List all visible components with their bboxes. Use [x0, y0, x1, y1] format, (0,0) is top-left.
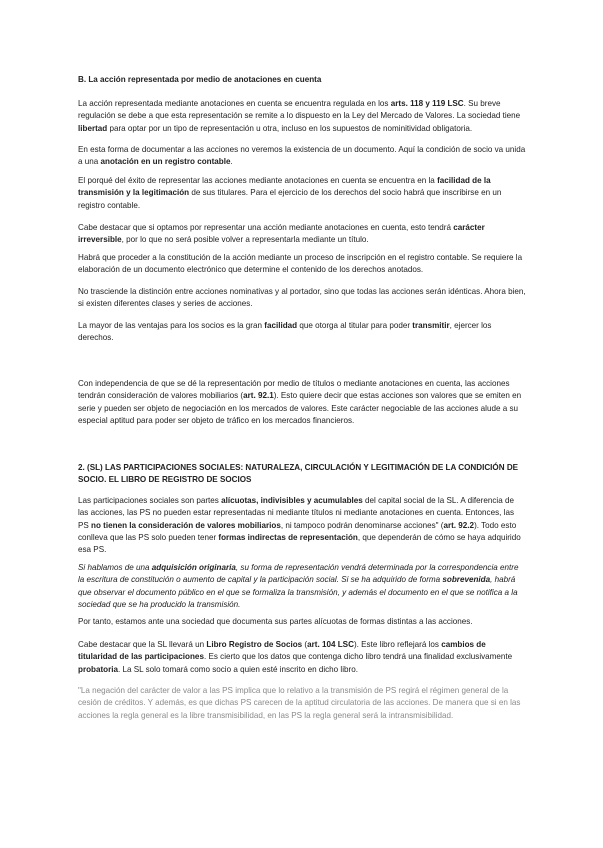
paragraph [78, 98, 526, 135]
text-run: No trasciende la distinción entre acciones nominativas y al portador, sino que todas las acciones serán idénticas. Ahora bien, si existen diferentes clases y series de acciones. [78, 287, 526, 309]
paragraph [78, 495, 526, 556]
bold-text-run: facilidad de la transmisión y la legitimación [78, 176, 491, 198]
text-run: ). Esto quiere decir que estas acciones son valores que se emiten en serie y pueden ser objeto de negociación en los mercados de valores. Este carácter negociable de las acciones alude a su especial aptitud para poder ser objeto de tráfico en los mercados financieros. [78, 391, 522, 425]
paragraph [78, 616, 526, 628]
text-run: , que dependerán de cómo se haya adquirido esa PS. [78, 532, 521, 555]
text-run: de sus titulares. Para el ejercicio de los derechos del socio habrá que inscribirse en un registro contable. [78, 188, 502, 210]
text-run: La acción representada mediante anotaciones en cuenta se encuentra regulada en los [78, 99, 391, 108]
bold-text-run: transmitir [412, 321, 450, 330]
text-run: , ejercer los derechos. [78, 321, 492, 343]
paragraph [78, 639, 526, 676]
bold-text-run: sobrevenida [442, 575, 491, 585]
paragraph [78, 562, 526, 611]
text-run: del capital social de la SL. A diferencia de las acciones, las PS no pueden estar representadas ni mediante títulos ni mediante anotaciones en cuenta. Entonces, las PS [78, 496, 514, 530]
text-run: que otorga al titular para poder [297, 321, 413, 330]
text-run: La mayor de las ventajas para los socios es la gran [78, 321, 265, 330]
bold-text-run: probatoria [78, 664, 119, 674]
bold-text-run: art. 104 LSC [307, 640, 354, 649]
text-run: para optar por un tipo de representación u otra, incluso en los supuestos de nominitividad obligatoria. [107, 123, 473, 133]
text-run: Cabe destacar que la SL llevará un [78, 640, 207, 649]
bold-text-run: libertad [78, 123, 108, 133]
bold-text-run: formas indirectas de representación [218, 532, 358, 542]
text-run: Con independencia de que se dé la representación por medio de títulos o mediante anotaciones en cuenta, las acciones tendrán consideración de valores mobiliarios ( [78, 379, 510, 401]
text-run: , ni tampoco podrán denominarse acciones" ( [280, 520, 444, 530]
text-run: . Su breve regulación se debe a que esta representación se remite a lo dispuesto en la Ley del Mercado de Valores. La sociedad tiene [78, 99, 521, 121]
bold-text-run: art. 92.1 [243, 391, 274, 401]
text-run: . [230, 157, 233, 167]
text-run: , por lo que no será posible volver a representarla mediante un título. [121, 235, 369, 245]
text-run: Las participaciones sociales son partes [78, 496, 222, 505]
text-run: "La negación del carácter de valor a las PS implica que lo relativo a la transmisión de PS regirá el régimen general de la cesión de créditos. Y además, es que dichas PS carecen de la aptitud circulatoria de las acciones. De manera que si en las acciones la regla general es la libre transmisibilidad, en las PS la regla general será la intransmisibilidad. [78, 686, 521, 720]
bold-text-run: cambios de titularidad de las participaciones [78, 640, 486, 662]
text-run: Habrá que proceder a la constitución de la acción mediante un proceso de inscripción en el registro contable. Se requiere la elaboración de un documento electrónico que determine el contenido de los derechos anotados. [78, 253, 523, 275]
bold-text-run: adquisición originaria [151, 563, 236, 572]
text-run: ( [302, 640, 308, 649]
paragraph [78, 222, 526, 247]
bold-text-run: arts. 118 y 119 LSC [390, 99, 464, 108]
bold-text-run: anotación en un registro contable [100, 157, 231, 167]
text-run: . Es cierto que los datos que contenga dicho libro tendrá una finalidad exclusivamente [203, 652, 513, 662]
bold-text-run: carácter irreversible [78, 223, 485, 245]
bold-text-run: no tienen la consideración de valores mobiliarios [91, 520, 281, 530]
paragraph [78, 286, 526, 311]
text-run: . La SL solo tomará como socio a quien esté inscrito en dicho libro. [118, 664, 358, 674]
text-run: , habrá que observar el documento público en el que se formaliza la transmisión, y además el documento en el que se notifica a la sociedad que se ha producido la transmisión. [78, 575, 518, 609]
text-run: Si hablamos de una [78, 563, 152, 572]
section-b-heading: B. La acción representada por medio de anotaciones en cuenta [78, 75, 322, 84]
bold-text-run: art. 92.2 [443, 520, 475, 530]
bold-text-run: alícuotas, indivisibles y acumulables [221, 496, 363, 505]
section-2-heading: 2. (SL) LAS PARTICIPACIONES SOCIALES: NATURALEZA, CIRCULACIÓN Y LEGITIMACIÓN DE LA CONDICIÓN DE SOCIO. EL LIBRO DE REGISTRO DE SOCIOS [78, 463, 519, 485]
text-run: El porqué del éxito de representar las acciones mediante anotaciones en cuenta se encuentra en la [78, 176, 438, 185]
paragraph [78, 175, 526, 212]
text-run: Cabe destacar que si optamos por representar una acción mediante anotaciones en cuenta, esto tendrá [78, 223, 454, 232]
text-run: ). Todo esto conlleva que las PS solo pueden tener [78, 520, 517, 542]
paragraph [78, 320, 526, 345]
text-run: En esta forma de documentar a las acciones no veremos la existencia de un documento. Aquí la condición de socio va unida a una [78, 145, 526, 167]
text-run: , su forma de representación vendrá determinada por la correspondencia entre la escritura de constitución o aumento de capital y la participación social. Si se ha adquirido de forma [78, 563, 519, 585]
quote-paragraph [78, 685, 526, 722]
bold-text-run: Libro Registro de Socios [206, 640, 303, 649]
paragraph [78, 144, 526, 169]
text-run: ). Este libro reflejará los [353, 640, 442, 649]
paragraph [78, 252, 526, 277]
paragraph [78, 378, 526, 427]
text-run: Por tanto, estamos ante una sociedad que documenta sus partes alícuotas de formas distintas a las acciones. [78, 617, 473, 626]
bold-text-run: facilidad [264, 321, 298, 330]
